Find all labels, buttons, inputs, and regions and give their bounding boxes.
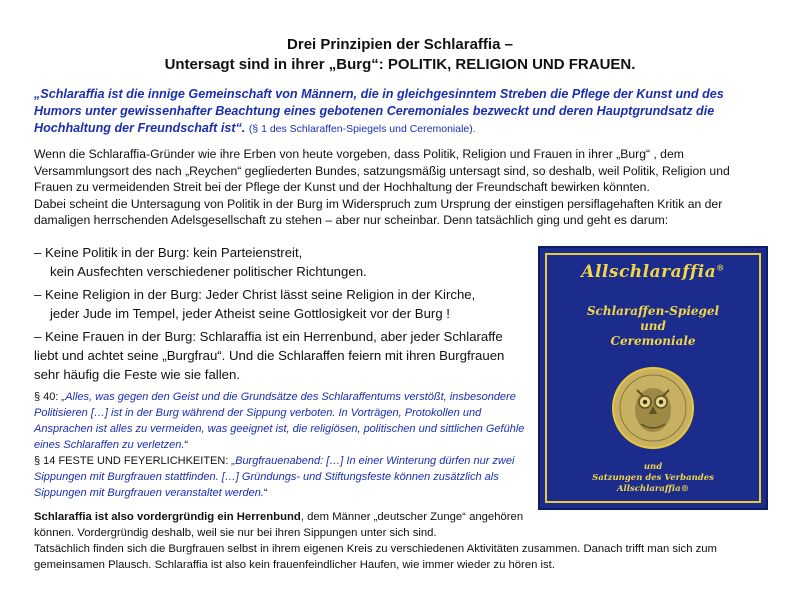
- book-subtitle-line-2: und: [640, 319, 666, 333]
- principle-line-cont: jeder Jude im Tempel, jeder Atheist seine Gottlosigkeit vor der Burg !: [50, 306, 450, 321]
- quote-text: „Schlaraffia ist die innige Gemeinschaft von Männern, die in gleichgesinntem Streben die Pflege der Kunst und des Humors unter gewissenhafter Beachtung eines gebotenen Ceremoniales bezweckt und deren Hauptgrundsatz die Hochhaltung der Freundschaft ist“.: [34, 87, 724, 135]
- principle-religion: [34, 285, 524, 323]
- book-bottom-line-1: und: [643, 462, 663, 472]
- principle-line-cont: kein Ausfechten verschiedener politischer Richtungen.: [50, 264, 367, 279]
- conclusion-rest: , dem Männer „deutscher Zunge“ angehören können. Vordergründig deshalb, weil sie nur bei ihren Sippungen unter sich sind.: [34, 511, 524, 539]
- book-bottom-line-3: Allschlaraffia®: [616, 484, 690, 494]
- paragraph-40-close: “: [184, 439, 189, 451]
- paragraph-14-label: § 14 FESTE UND FEYERLICHKEITEN:: [34, 455, 232, 467]
- principle-women: [34, 327, 524, 384]
- book-bottom-line-2: Satzungen des Verbandes: [592, 473, 714, 483]
- owl-crest-icon: [611, 366, 695, 450]
- title-line-2: Untersagt sind in ihrer „Burg“: POLITIK, RELIGION UND FRAUEN.: [164, 56, 636, 73]
- principle-politics: [34, 243, 524, 281]
- book-title: [540, 262, 766, 282]
- principle-line: – Keine Frauen in der Burg: Schlaraffia ist ein Herrenbund, aber jeder Schlaraffe liebt und achtet seine „Burgfrau“. Und die Schlaraffen feiern mit ihren Burgfrauen sehr häufig die Feste wie sie fallen.: [34, 329, 505, 382]
- paragraph-40-label: § 40:: [34, 391, 62, 403]
- principle-line: – Keine Religion in der Burg: Jeder Christ lässt seine Religion in der Kirche,: [34, 287, 476, 302]
- principle-line: – Keine Politik in der Burg: kein Parteienstreit,: [34, 245, 303, 260]
- intro-paragraph-1: Wenn die Schlaraffia-Gründer wie ihre Erben von heute vorgeben, dass Politik, Religion und Frauen in ihrer „Burg“ , dem Versammlungsort des nach „Reychen“ gegliederten Bundes, satzungsmäßig untersagt sind, so deshalb, weil Politik, Religion und Frauen zu vermeidenden Streit bei der Pflege der Kunst und der Hochhaltung der Freundschaft bewirken könnten.: [34, 147, 730, 195]
- title-line-1: Drei Prinzipien der Schlaraffia –: [287, 36, 513, 53]
- paragraph-40-text: „Alles, was gegen den Geist und die Grundsätze des Schlaraffentums verstößt, insbesondere Politisieren […] ist in der Burg während der Sippung verboten. In Vorträgen, Protokollen und Ansprachen ist alles zu vermeiden, was geeignet ist, die religiösen, politischen und sittlichen Gefühle eines Schlaraffen zu verletzen.: [34, 391, 525, 451]
- principles-list: [34, 243, 524, 388]
- book-cover-image: [538, 246, 768, 510]
- book-subtitle-line-1: Schlaraffen-Spiegel: [586, 304, 720, 318]
- book-title-reg: ®: [716, 262, 725, 273]
- intro-paragraph-2: Dabei scheint die Untersagung von Politik in der Burg im Widerspruch zum Ursprung der einstigen persiflagehaften Kritik an der damaligen herrschenden Adelsgesellschaft zu stehen – aber nur scheinbar. Denn tatsächlich ging und geht es darum:: [34, 196, 723, 228]
- paragraph-14-close: “: [263, 487, 268, 499]
- book-subtitle-line-3: Ceremoniale: [610, 334, 696, 348]
- intro-text: [34, 146, 770, 229]
- book-subtitle: [540, 304, 766, 349]
- quote-reference: (§ 1 des Schlaraffen-Spiegels und Ceremoniale).: [248, 123, 476, 135]
- conclusion-text: [34, 510, 534, 541]
- page-title: [0, 35, 800, 75]
- book-title-text: Allschlaraffia: [581, 262, 717, 282]
- statute-paragraphs: [34, 389, 528, 501]
- conclusion-bold: Schlaraffia ist also vordergründig ein Herrenbund: [34, 511, 301, 523]
- final-text: Tatsächlich finden sich die Burgfrauen selbst in ihrem eigenen Kreis zu verschiedenen Aktivitäten zusammen. Danach trifft man sich zum gemeinsamen Plausch. Schlaraffia ist also kein frauenfeindlicher Haufen, wie immer wieder zu hören ist.: [34, 543, 717, 571]
- paragraph-14-text: „Burgfrauenabend: […] In einer Winterung dürfen nur zwei Sippungen mit Burgfrauen stattfinden. […] Gründungs- und Stiftungsfeste können zusätzlich als Sippungen mit Burgfrauen veranstaltet werden.: [34, 455, 515, 499]
- paragraph-14: [34, 453, 528, 501]
- paragraph-40: [34, 389, 528, 453]
- definition-quote: [34, 86, 770, 138]
- book-bottom-text: [540, 462, 766, 495]
